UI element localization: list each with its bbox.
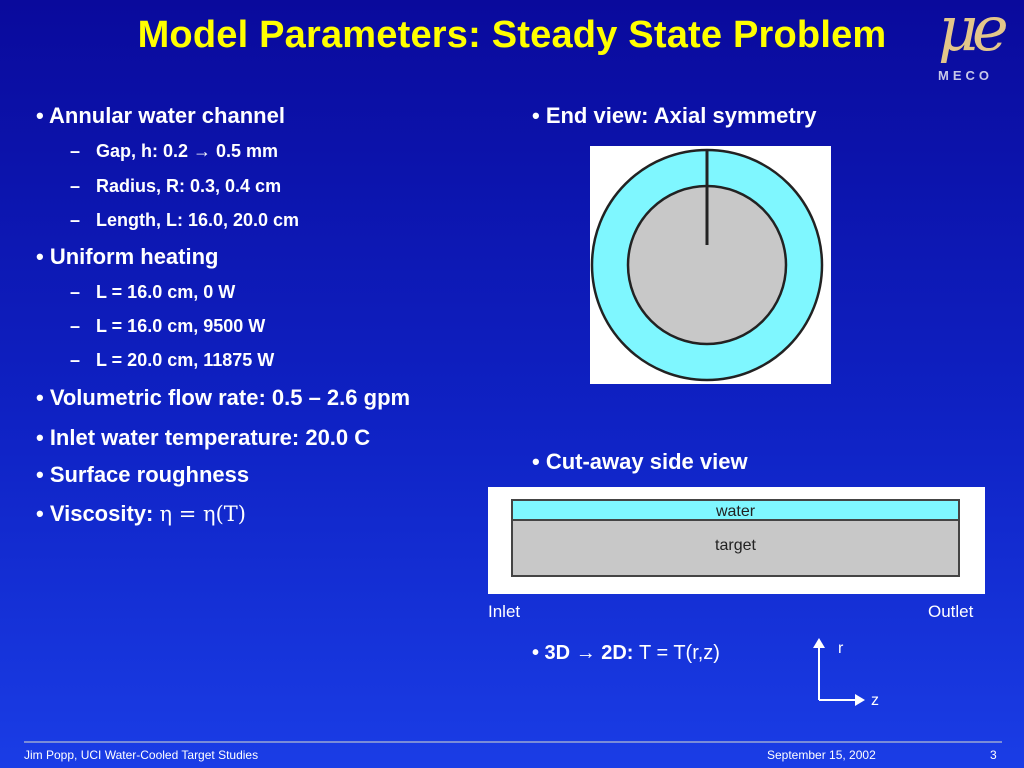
footer-divider [24,741,1002,743]
axis-z-label: z [871,692,879,709]
sub-heating-2 [70,316,265,337]
heating-1-text: L = 16.0 cm, 0 W [96,282,236,302]
dash: – [70,210,81,230]
dim-formula: T = T(r,z) [639,642,720,664]
end-view-diagram [590,146,831,384]
logo-e: e [972,0,1009,65]
side-view-diagram [488,487,985,594]
target-label: target [715,537,756,554]
end-view-svg [590,146,831,384]
inlet-label: Inlet [488,602,521,621]
dim-suffix: 2D: [595,642,640,664]
bullet-annular-channel: • Annular water channel [36,103,285,128]
bullet-viscosity [36,501,246,527]
heating-3-text: L = 20.0 cm, 11875 W [96,350,275,370]
sub-heating-3 [70,350,274,371]
arrow-icon: → [193,141,212,161]
heating-2-text: L = 16.0 cm, 9500 W [96,316,266,336]
bullet-inlet-temp: • Inlet water temperature: 20.0 C [36,425,371,450]
footer-page: 3 [990,748,997,762]
bullet-dimension [532,642,720,665]
bullet-uniform-heating: • Uniform heating [36,244,219,269]
bullet-side-view: • Cut-away side view [532,449,748,474]
sub-length [70,210,299,231]
bullet-surface-roughness: • Surface roughness [36,462,250,487]
footer-date: September 15, 2002 [767,748,876,762]
slide-title: Model Parameters: Steady State Problem [137,14,887,56]
water-label: water [715,503,756,520]
sub-heating-1 [70,282,235,303]
length-text: Length, L: 16.0, 20.0 cm [96,210,300,230]
viscosity-formula: η = η(T) [159,502,246,526]
dash: – [70,141,81,161]
logo-text: MECO [938,68,993,83]
bullet-flow-rate: • Volumetric flow rate: 0.5 – 2.6 gpm [36,385,411,410]
dash: – [70,282,81,302]
gap-text-a: Gap, h: 0.2 [96,141,194,161]
dim-prefix: • 3D [532,642,576,664]
bullet-end-view: • End view: Axial symmetry [532,103,817,128]
outlet-label: Outlet [928,602,974,621]
radius-text: Radius, R: 0.3, 0.4 cm [96,176,282,196]
axis-r-label: r [838,640,844,657]
z-arrowhead [855,694,865,706]
sub-radius [70,176,281,197]
r-arrowhead [813,638,825,648]
sub-gap [70,141,278,162]
dash: – [70,350,81,370]
dash: – [70,316,81,336]
meco-logo [930,0,1024,88]
gap-text-b: 0.5 mm [211,141,279,161]
dash: – [70,176,81,196]
footer-author: Jim Popp, UCI Water-Cooled Target Studies [24,748,259,762]
arrow-icon: → [575,642,596,664]
logo-mu: μ [938,0,979,65]
viscosity-label: • Viscosity: [36,501,160,526]
